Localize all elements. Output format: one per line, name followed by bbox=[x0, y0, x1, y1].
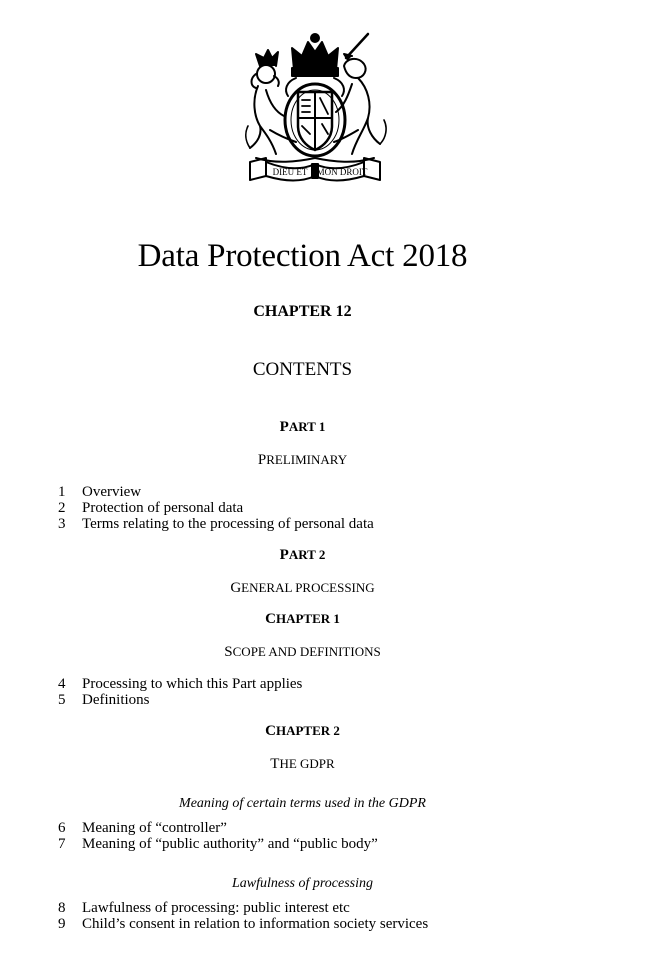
chapter-1-heading: CHAPTER 1 bbox=[265, 611, 340, 627]
contents-heading: CONTENTS bbox=[252, 359, 353, 380]
section-number: 2 bbox=[58, 500, 66, 516]
part-1-subtitle: PRELIMINARY bbox=[257, 452, 348, 468]
section-number: 6 bbox=[58, 820, 66, 836]
royal-coat-of-arms-icon bbox=[236, 30, 394, 182]
svg-text:MON DROIT: MON DROIT bbox=[316, 167, 368, 177]
group-heading-gdpr-terms: Meaning of certain terms used in the GDPR bbox=[179, 796, 426, 811]
chapter-1-subtitle: SCOPE AND DEFINITIONS bbox=[224, 644, 381, 660]
section-title: Meaning of “controller” bbox=[82, 820, 227, 836]
section-number: 4 bbox=[58, 676, 66, 692]
chapter-2-subtitle: THE GDPR bbox=[270, 756, 335, 772]
section-title: Lawfulness of processing: public interest etc bbox=[82, 900, 350, 916]
section-number: 3 bbox=[58, 516, 66, 532]
section-number: 1 bbox=[58, 484, 66, 500]
part-2-heading: PART 2 bbox=[279, 547, 326, 563]
section-title: Terms relating to the processing of personal data bbox=[82, 516, 374, 532]
section-title: Definitions bbox=[82, 692, 150, 708]
section-number: 8 bbox=[58, 900, 66, 916]
chapter-2-heading: CHAPTER 2 bbox=[265, 723, 340, 739]
part-1-heading: PART 1 bbox=[279, 419, 326, 435]
section-number: 7 bbox=[58, 836, 66, 852]
svg-text:DIEU ET: DIEU ET bbox=[272, 167, 308, 177]
section-title: Meaning of “public authority” and “public body” bbox=[82, 836, 378, 852]
section-title: Processing to which this Part applies bbox=[82, 676, 303, 692]
section-title: Protection of personal data bbox=[82, 500, 244, 516]
section-number: 5 bbox=[58, 692, 66, 708]
section-title: Child’s consent in relation to information society services bbox=[82, 916, 429, 932]
act-title: Data Protection Act 2018 bbox=[137, 238, 468, 274]
part-2-subtitle: GENERAL PROCESSING bbox=[230, 580, 375, 596]
act-chapter-number: CHAPTER 12 bbox=[253, 303, 352, 320]
section-number: 9 bbox=[58, 916, 66, 932]
section-title: Overview bbox=[82, 484, 142, 500]
group-heading-lawfulness: Lawfulness of processing bbox=[231, 876, 374, 891]
